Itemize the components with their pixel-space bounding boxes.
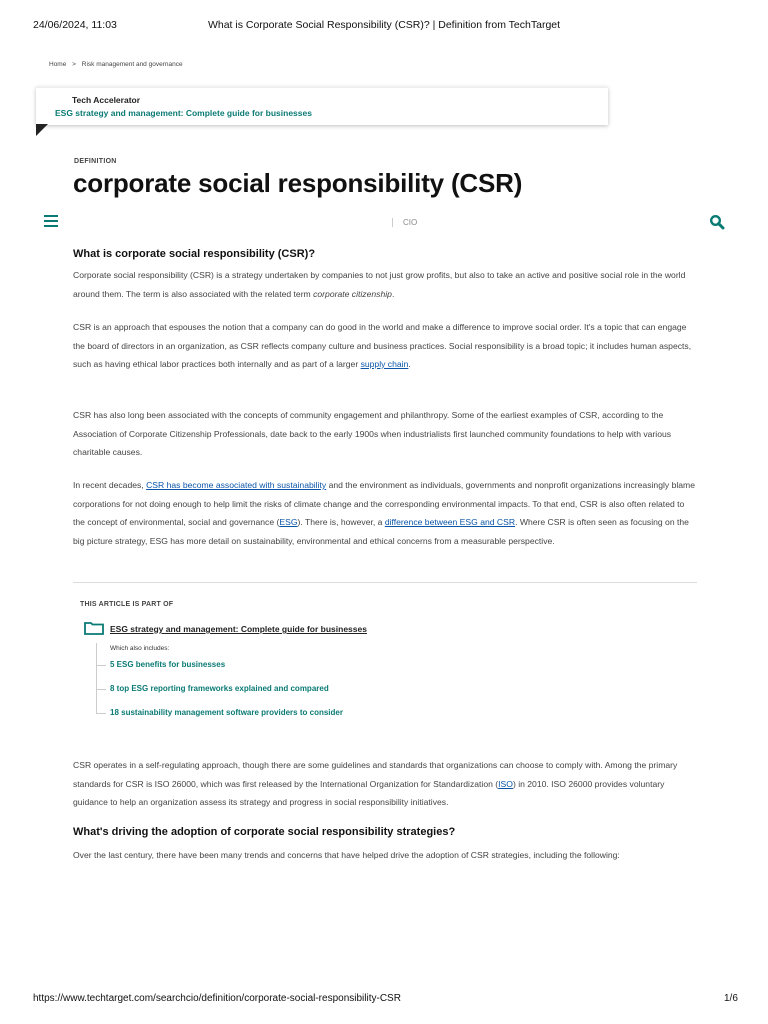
section-heading-drivers: What's driving the adoption of corporate social responsibility strategies? xyxy=(73,826,456,838)
divider xyxy=(73,582,697,583)
esg-link[interactable]: ESG xyxy=(279,517,298,527)
paragraph-6: Over the last century, there have been many trends and concerns that have helped drive the adoption of CSR strategies, including the following: xyxy=(73,850,620,860)
tree-line xyxy=(96,643,97,713)
folder-icon xyxy=(84,621,104,635)
section-label[interactable]: CIO xyxy=(392,218,417,227)
tree-branch xyxy=(96,689,106,690)
article-kicker: DEFINITION xyxy=(74,158,117,165)
search-icon[interactable] xyxy=(709,214,725,230)
iso-link[interactable]: ISO xyxy=(498,778,513,789)
breadcrumb-home[interactable]: Home xyxy=(49,61,67,68)
paragraph-5 xyxy=(73,756,698,812)
paragraph-5-text-b: ) in 2010. ISO 26000 provides voluntary guidance to help an organization assess its strategy and progress in social responsibility initiatives. xyxy=(73,778,665,807)
breadcrumb-section[interactable]: Risk management and governance xyxy=(81,61,183,68)
breadcrumb xyxy=(49,61,187,68)
paragraph-4-text-b: and the environment as individuals, governments and nonprofit organizations increasingly blame corporations for not doing enough to help limit the risks of climate change and the corresponding environmental impacts. To that end, CSR is also often related to the concept of environmental, social and governance ( xyxy=(73,480,695,527)
breadcrumb-separator: > xyxy=(72,61,76,68)
paragraph-1-end: . xyxy=(391,288,395,299)
corner-fold-icon xyxy=(36,124,48,136)
paragraph-1-text: Corporate social responsibility (CSR) is a strategy undertaken by companies to not just grow profits, but also to take an active and positive social role in the world around them. The term is also associated with the related term xyxy=(73,270,686,299)
tech-accelerator-box xyxy=(36,87,608,125)
print-url: https://www.techtarget.com/searchcio/definition/corporate-social-responsibility-CSR xyxy=(33,993,401,1004)
related-link-3[interactable]: 18 sustainability management software providers to consider xyxy=(110,708,343,717)
part-of-label: THIS ARTICLE IS PART OF xyxy=(80,601,174,608)
tech-accelerator-kicker: Tech Accelerator xyxy=(72,95,141,105)
related-link-2[interactable]: 8 top ESG reporting frameworks explained and compared xyxy=(110,684,329,693)
tree-branch xyxy=(96,665,106,666)
csr-sustainability-link[interactable]: CSR has become associated with sustainability xyxy=(146,480,327,490)
paragraph-4-text-d: . Where CSR is often seen as focusing on the big picture strategy, ESG has more detail on sustainability, environmental and ethical concerns from a measurable perspective. xyxy=(73,517,689,546)
paragraph-1-emphasis: corporate citizenship xyxy=(313,288,392,299)
difference-esg-csr-link[interactable]: difference between ESG and CSR xyxy=(384,517,516,527)
paragraph-4-text-a: In recent decades, xyxy=(73,480,147,490)
tree-branch xyxy=(96,713,106,714)
paragraph-5-text-a: CSR operates in a self-regulating approach, though there are some guidelines and standards that organizations can choose to comply with. Among the primary standards for CSR is ISO 26000, which was first released by the International Organization for Standardization ( xyxy=(73,760,678,789)
related-link-1[interactable]: 5 ESG benefits for businesses xyxy=(110,660,226,669)
section-heading-what-is-csr: What is corporate social responsibility (CSR)? xyxy=(73,248,316,260)
paragraph-2 xyxy=(73,318,698,374)
print-page-number: 1/6 xyxy=(724,993,738,1004)
paragraph-1 xyxy=(73,266,698,303)
print-title: What is Corporate Social Responsibility (CSR)? | Definition from TechTarget xyxy=(207,19,561,31)
paragraph-2-text: CSR is an approach that espouses the notion that a company can do good in the world and make a difference to improve social order. It's a topic that can engage the board of directors in an organization, as CSR reflects company culture and business practices. Social responsibility is a broad topic; it includes human aspects, such as having ethical labor practices both internally and as part of a larger xyxy=(73,322,692,369)
guide-link[interactable]: ESG strategy and management: Complete guide for businesses xyxy=(110,624,367,634)
page-title: corporate social responsibility (CSR) xyxy=(73,168,523,198)
hamburger-menu-icon[interactable] xyxy=(44,215,58,229)
print-date: 24/06/2024, 11:03 xyxy=(33,19,117,31)
tech-accelerator-link[interactable]: ESG strategy and management: Complete guide for businesses xyxy=(55,108,312,118)
paragraph-4 xyxy=(73,476,698,550)
paragraph-3: CSR has also long been associated with the concepts of community engagement and philanthropy. Some of the earliest examples of CSR, according to the Association of Corporate Citizenship Professionals, date back to the early 1900s when industrialists first launched community foundations to help with various charitable causes. xyxy=(73,410,672,457)
also-includes-label: Which also includes: xyxy=(110,645,170,652)
paragraph-2-end: . xyxy=(408,359,411,369)
supply-chain-link[interactable]: supply chain xyxy=(360,359,409,369)
paragraph-4-text-c: ). There is, however, a xyxy=(297,517,385,527)
